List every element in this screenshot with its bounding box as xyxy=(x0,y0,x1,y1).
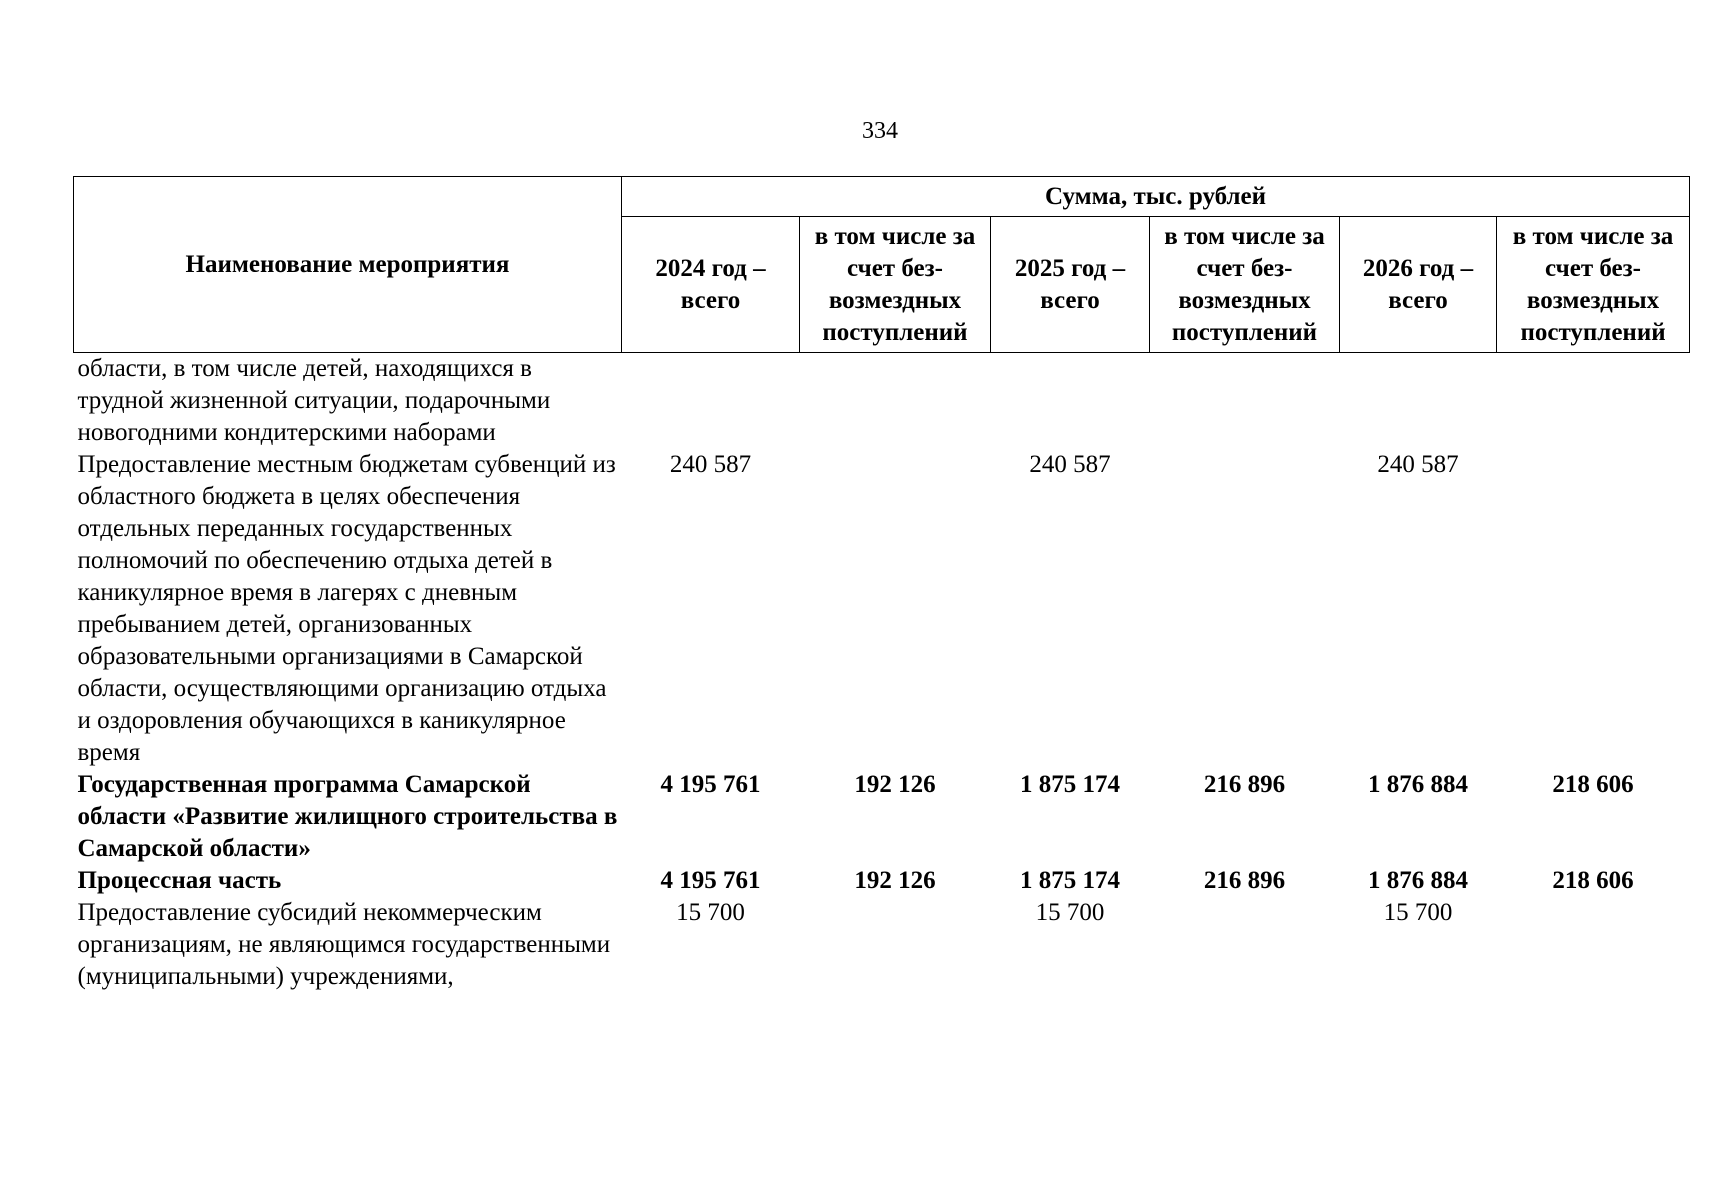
table-row xyxy=(74,353,1690,450)
row-name: Предоставление субсидий некоммерческим организациям, не являющимся государственными (муниципальными) учреждениями, xyxy=(77,899,611,990)
cell-2025-free xyxy=(1150,897,1340,993)
header-2025-total: 2025 год – всего xyxy=(991,217,1150,353)
cell-2025-free: 216 896 xyxy=(1203,867,1286,894)
header-2024-total: 2024 год – всего xyxy=(622,217,800,353)
cell-2025-total: 1 875 174 xyxy=(1020,771,1120,798)
header-2024-free: в том числе за счет без-возмездных поступлений xyxy=(800,217,991,353)
cell-2025-free xyxy=(1150,449,1340,769)
header-2026-total: 2026 год – всего xyxy=(1340,217,1497,353)
cell-2024-free xyxy=(800,449,991,769)
table-row xyxy=(74,897,1690,993)
cell-2025-total: 240 587 xyxy=(1029,451,1111,478)
cell-2026-free xyxy=(1497,449,1690,769)
cell-2024-total: 240 587 xyxy=(669,451,752,478)
header-sum-caption: Сумма, тыс. рублей xyxy=(622,177,1690,217)
cell-2026-total: 15 700 xyxy=(1383,899,1453,926)
cell-2024-total: 4 195 761 xyxy=(660,867,761,894)
cell-2026-total xyxy=(1340,353,1497,450)
cell-2026-free: 218 606 xyxy=(1552,867,1634,894)
cell-2024-total: 4 195 761 xyxy=(660,771,761,798)
cell-2026-total: 1 876 884 xyxy=(1368,771,1468,798)
page-number: 334 xyxy=(862,118,898,144)
row-name: области, в том числе детей, находящихся в трудной жизненной ситуации, подарочными новогодними кондитерскими наборами xyxy=(77,355,551,446)
cell-2024-total: 15 700 xyxy=(676,899,745,926)
cell-2024-total xyxy=(622,353,800,450)
cell-2024-free: 192 126 xyxy=(854,867,936,894)
row-name: Предоставление местным бюджетам субвенций из областного бюджета в целях обеспечения отдельных переданных государственных полномочий по обеспечению отдыха детей в каникулярное время в лагерях с дневным пребыванием детей, организованных образовательными организациями в Самарской области, осуществляющими организацию отдыха и оздоровления обучающихся в каникулярное время xyxy=(77,451,616,766)
header-2026-free: в том числе за счет без-возмездных поступлений xyxy=(1497,217,1690,353)
header-2025-free: в том числе за счет без-возмездных поступлений xyxy=(1150,217,1340,353)
cell-2026-free: 218 606 xyxy=(1552,771,1634,798)
cell-2025-total: 1 875 174 xyxy=(1020,867,1120,894)
cell-2025-free xyxy=(1150,353,1340,450)
cell-2026-total: 240 587 xyxy=(1377,451,1459,478)
cell-2025-total: 15 700 xyxy=(1035,899,1105,926)
table-row xyxy=(74,865,1690,897)
budget-table xyxy=(73,176,1690,993)
table-row xyxy=(74,769,1690,865)
cell-2026-free xyxy=(1497,353,1690,450)
cell-2025-free: 216 896 xyxy=(1203,771,1286,798)
row-name: Процессная часть xyxy=(77,867,282,894)
cell-2024-free xyxy=(800,897,991,993)
cell-2025-total xyxy=(991,353,1150,450)
cell-2024-free: 192 126 xyxy=(854,771,936,798)
header-event-name: Наименование мероприятия xyxy=(74,177,622,353)
row-name: Государственная программа Самарской области «Развитие жилищного строительства в Самарской области» xyxy=(77,771,618,862)
cell-2024-free xyxy=(800,353,991,450)
table-row xyxy=(74,449,1690,769)
cell-2026-free xyxy=(1497,897,1690,993)
cell-2026-total: 1 876 884 xyxy=(1368,867,1468,894)
